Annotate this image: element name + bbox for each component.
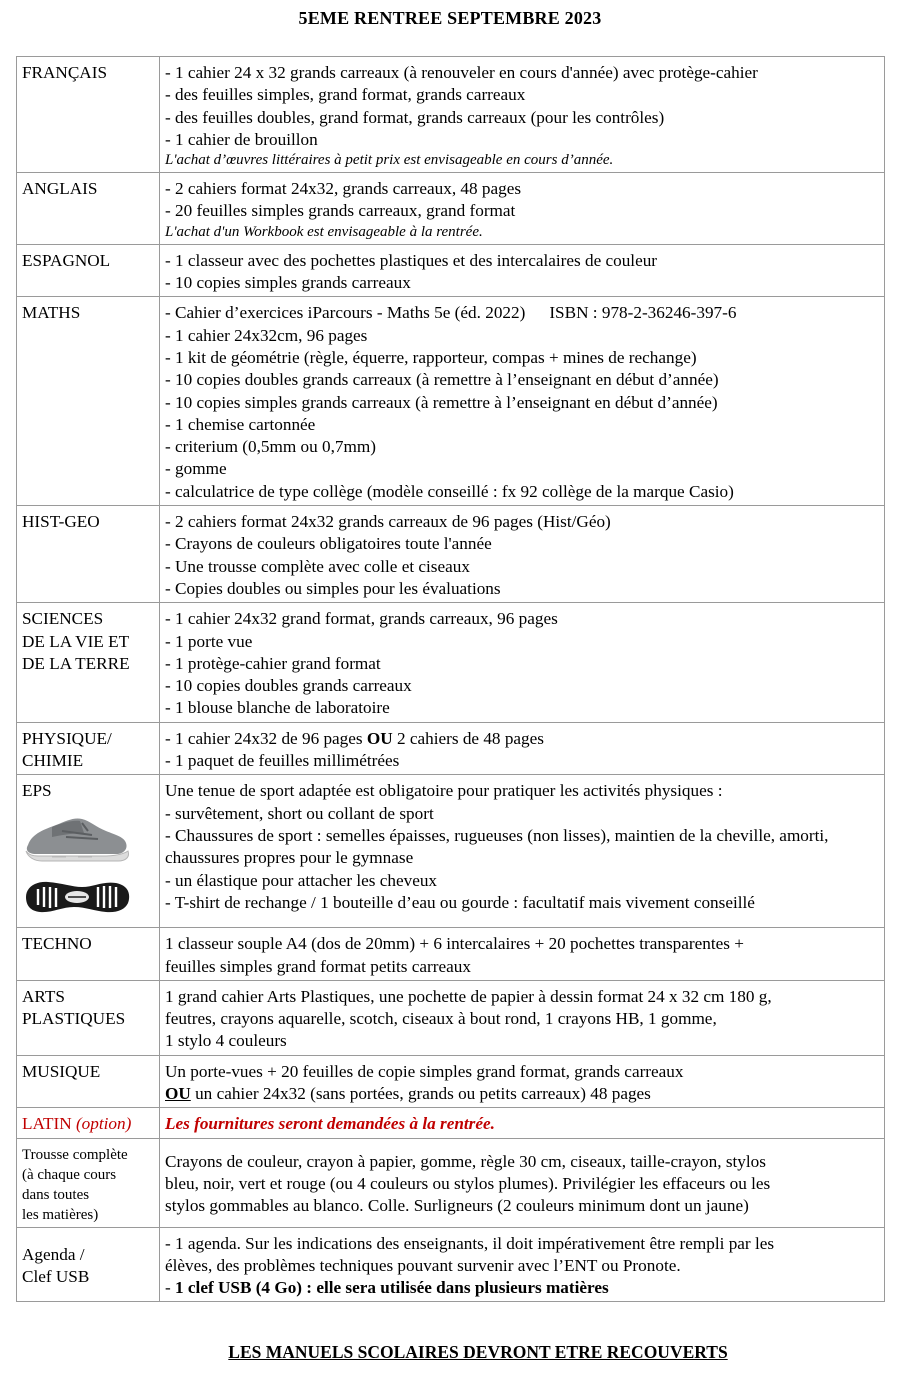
list-item: bleu, noir, vert et rouge (ou 4 couleurs ou stylos plumes). Privilégier les effaceurs ou les [165, 1173, 771, 1193]
item-text: un cahier 24x32 (sans portées, grands ou petits carreaux) 48 pages [190, 1083, 651, 1103]
item-text: - 1 cahier 24x32 de 96 pages [165, 728, 367, 748]
list-item: - des feuilles doubles, grand format, grands carreaux (pour les contrôles) [165, 107, 665, 127]
list-item: - gomme [165, 459, 227, 479]
subject-cell: ESPAGNOL [17, 244, 160, 297]
list-item: - 1 kit de géométrie (règle, équerre, rapporteur, compas + mines de rechange) [165, 347, 697, 367]
list-item: - 10 copies simples grands carreaux [165, 273, 411, 293]
items-cell [160, 980, 885, 1055]
table-row [17, 244, 885, 297]
items-cell [160, 1138, 885, 1227]
list-item: - Copies doubles ou simples pour les évaluations [165, 578, 501, 598]
subject-line: (à chaque cours [22, 1166, 117, 1183]
items-cell [160, 603, 885, 722]
subject-line: ARTS [22, 986, 65, 1006]
subject-line: les matières) [22, 1206, 99, 1223]
subject-line: PLASTIQUES [22, 1009, 126, 1029]
items-cell [160, 722, 885, 775]
list-item: - 1 paquet de feuilles millimétrées [165, 751, 400, 771]
subject-cell: MUSIQUE [17, 1055, 160, 1108]
list-item: Crayons de couleur, crayon à papier, gomme, règle 30 cm, ciseaux, taille-crayon, stylos [165, 1151, 766, 1171]
list-item: - 1 classeur avec des pochettes plastiques et des intercalaires de couleur [165, 250, 658, 270]
list-item: élèves, des problèmes techniques pouvant survenir avec l’ENT ou Pronote. [165, 1255, 681, 1275]
table-row [17, 928, 885, 981]
isbn-text: ISBN : 978-2-36246-397-6 [549, 303, 737, 323]
list-item: - 20 feuilles simples grands carreaux, grand format [165, 201, 516, 221]
items-cell [160, 57, 885, 173]
table-row [17, 297, 885, 506]
list-item: - Chaussures de sport : semelles épaisses, rugueuses (non lisses), maintien de la cheville, amorti, chaussures propres pour le gymnase [165, 825, 829, 868]
table-row [17, 980, 885, 1055]
table-row [17, 603, 885, 722]
list-item: - Une trousse complète avec colle et ciseaux [165, 556, 470, 576]
list-item: Une tenue de sport adaptée est obligatoire pour pratiquer les activités physiques : [165, 781, 723, 801]
footer-notice: LES MANUELS SCOLAIRES DEVRONT ETRE RECOUVERTS [228, 1342, 728, 1362]
list-item: - des feuilles simples, grand format, grands carreaux [165, 85, 526, 105]
list-item: stylos gommables au blanco. Colle. Surligneurs (2 couleurs minimum dont un jaune) [165, 1196, 749, 1216]
list-item: - 1 protège-cahier grand format [165, 653, 381, 673]
table-row [17, 506, 885, 603]
sneaker-illustration [22, 811, 134, 926]
list-item: 1 classeur souple A4 (dos de 20mm) + 6 intercalaires + 20 pochettes transparentes + [165, 934, 744, 954]
ou-emphasis: OU [366, 728, 393, 748]
list-item: feutres, crayons aquarelle, scotch, ciseaux à bout rond, 1 crayons HB, 1 gomme, [165, 1009, 717, 1029]
list-item: - 1 cahier de brouillon [165, 129, 318, 149]
subject-cell [17, 603, 160, 722]
subject-cell: TECHNO [17, 928, 160, 981]
subject-cell [17, 722, 160, 775]
list-item: - criterium (0,5mm ou 0,7mm) [165, 437, 376, 457]
subject-cell [17, 775, 160, 928]
note-text: L'achat d’œuvres littéraires à petit prix est envisageable en cours d’année. [165, 152, 614, 169]
list-item: - 10 copies simples grands carreaux (à remettre à l’enseignant en début d’année) [165, 392, 718, 412]
subject-line: DE LA TERRE [22, 653, 130, 673]
list-item: - un élastique pour attacher les cheveux [165, 870, 438, 890]
list-item: - 1 agenda. Sur les indications des enseignants, il doit impérativement être rempli par les [165, 1233, 775, 1253]
subject-cell: FRANÇAIS [17, 57, 160, 173]
list-item: - calculatrice de type collège (modèle conseillé : fx 92 collège de la marque Casio) [165, 481, 734, 501]
table-row [17, 57, 885, 173]
items-cell [160, 1227, 885, 1302]
list-item: - 1 blouse blanche de laboratoire [165, 698, 390, 718]
list-item: - 1 cahier 24x32 grand format, grands carreaux, 96 pages [165, 609, 558, 629]
subject-line: PHYSIQUE/ [22, 728, 112, 748]
items-cell [160, 244, 885, 297]
table-row [17, 722, 885, 775]
table-row [17, 1055, 885, 1108]
subject-line: Trousse complète [22, 1146, 128, 1163]
subject-line: dans toutes [22, 1186, 90, 1203]
table-row [17, 1227, 885, 1302]
items-cell [160, 297, 885, 506]
subject-line: Agenda / [22, 1244, 85, 1264]
subject-cell: ANGLAIS [17, 173, 160, 245]
subject-line: DE LA VIE ET [22, 631, 130, 651]
list-item [165, 302, 879, 324]
table-row [17, 1138, 885, 1227]
list-item [165, 728, 879, 750]
list-item: - Crayons de couleurs obligatoires toute l'année [165, 534, 492, 554]
items-cell [160, 1055, 885, 1108]
list-item: - 10 copies doubles grands carreaux [165, 676, 412, 696]
table-row [17, 1108, 885, 1138]
items-cell [160, 506, 885, 603]
list-item: - 1 chemise cartonnée [165, 414, 316, 434]
subject-cell [17, 1227, 160, 1302]
items-cell [160, 173, 885, 245]
note-text: L'achat d'un Workbook est envisageable à la rentrée. [165, 223, 483, 240]
table-row [17, 775, 885, 928]
ou-emphasis: OU [165, 1083, 191, 1103]
usb-key-item: 1 clef USB (4 Go) : elle sera utilisée dans plusieurs matières [175, 1278, 609, 1298]
list-item: - survêtement, short ou collant de sport [165, 803, 434, 823]
sneaker-sole-icon [22, 875, 132, 919]
subject-cell [17, 1108, 160, 1138]
subject-line: Clef USB [22, 1267, 90, 1287]
list-item: - 1 cahier 24 x 32 grands carreaux (à renouveler en cours d'année) avec protège-cahier [165, 63, 758, 82]
subject-line: SCIENCES [22, 609, 104, 629]
list-item: - 2 cahiers format 24x32, grands carreaux, 48 pages [165, 179, 522, 199]
item-text: - [165, 1278, 176, 1298]
list-item: - 1 cahier 24x32cm, 96 pages [165, 325, 368, 345]
items-cell [160, 928, 885, 981]
subject-cell: HIST-GEO [17, 506, 160, 603]
list-item: Un porte-vues + 20 feuilles de copie simples grand format, grands carreaux [165, 1061, 684, 1081]
table-row [17, 173, 885, 245]
list-item: - T-shirt de rechange / 1 bouteille d’eau ou gourde : facultatif mais vivement conseillé [165, 892, 755, 912]
list-item [165, 1277, 879, 1299]
subject-cell: MATHS [17, 297, 160, 506]
list-item: - 2 cahiers format 24x32 grands carreaux de 96 pages (Hist/Géo) [165, 512, 611, 532]
option-label: (option) [75, 1114, 132, 1134]
page-title: 5EME RENTREE SEPTEMBRE 2023 [298, 8, 602, 28]
list-item: 1 grand cahier Arts Plastiques, une pochette de papier à dessin format 24 x 32 cm 180 g, [165, 986, 772, 1006]
subject-cell [17, 980, 160, 1055]
item-text: 2 cahiers de 48 pages [392, 728, 544, 748]
list-item: - 1 porte vue [165, 631, 253, 651]
items-cell [160, 1108, 885, 1138]
list-item: - 10 copies doubles grands carreaux (à remettre à l’enseignant en début d’année) [165, 370, 719, 390]
list-item [165, 1083, 879, 1105]
list-item: feuilles simples grand format petits carreaux [165, 956, 471, 976]
subject-line: CHIMIE [22, 751, 84, 771]
items-cell [160, 775, 885, 928]
subject-label: LATIN [22, 1114, 72, 1134]
list-item: 1 stylo 4 couleurs [165, 1031, 287, 1051]
subject-cell [17, 1138, 160, 1227]
subject-label: EPS [22, 781, 52, 801]
workbook-text: - Cahier d’exercices iParcours - Maths 5e (éd. 2022) [165, 303, 526, 323]
list-item: Les fournitures seront demandées à la rentrée. [165, 1114, 495, 1134]
sneaker-side-icon [22, 811, 132, 869]
supplies-table [16, 56, 885, 1302]
